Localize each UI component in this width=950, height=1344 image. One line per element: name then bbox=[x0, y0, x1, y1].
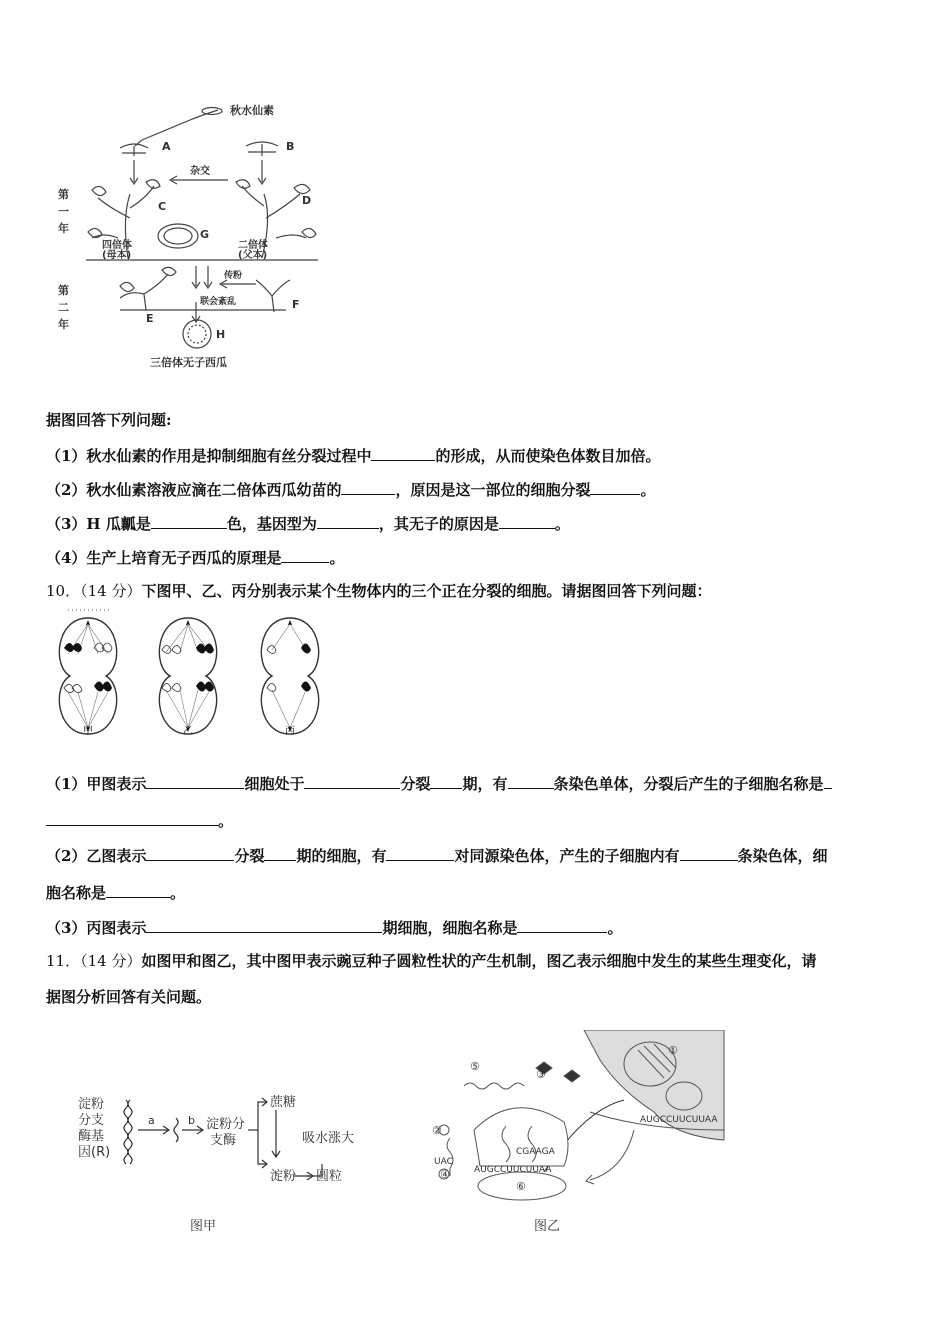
label-synapsis: 联会紊乱 bbox=[200, 297, 237, 307]
q9-p3-text-c: ，其无子的原因是 bbox=[378, 515, 499, 533]
chromosome-icon bbox=[94, 643, 112, 652]
label-g: G bbox=[200, 228, 210, 241]
q10-part2-cont bbox=[46, 882, 185, 903]
chromosome-icon bbox=[162, 646, 181, 654]
q10-p1-blank2[interactable] bbox=[304, 773, 400, 789]
q9-p2-text-c: 。 bbox=[640, 481, 656, 499]
label-starch: 淀粉 bbox=[270, 1169, 297, 1184]
q9-p3-blank1[interactable] bbox=[151, 513, 227, 529]
chromosome-icon bbox=[301, 643, 311, 653]
q10-p1-text-a: （1）甲图表示 bbox=[46, 775, 147, 793]
label-enzyme-2: 支酶 bbox=[210, 1133, 237, 1148]
gene-label-4: 因(R) bbox=[78, 1145, 111, 1160]
ribosome-large-icon bbox=[474, 1108, 568, 1166]
mrna-icon bbox=[174, 1118, 178, 1142]
label-c: C bbox=[158, 200, 167, 213]
q9-p4-text-a: （4）生产上培育无子西瓜的原理是 bbox=[46, 549, 282, 567]
chromosome-icon bbox=[94, 681, 112, 691]
label-sucrose: 蔗糖 bbox=[270, 1095, 297, 1110]
chromosome-icon bbox=[267, 684, 276, 692]
q11-score: （14 分） bbox=[80, 952, 142, 970]
label-colchicine: 秋水仙素 bbox=[230, 104, 274, 117]
label-b: B bbox=[286, 140, 295, 153]
label-year2: 第二年 bbox=[58, 284, 69, 331]
q9-p4-text-b: 。 bbox=[329, 549, 345, 567]
label-circled-6: ⑥ bbox=[516, 1180, 526, 1193]
figure-jia-caption: 图甲 bbox=[190, 1219, 217, 1234]
q10-number: 10． bbox=[46, 582, 81, 600]
q10-p2-text-g: 。 bbox=[170, 884, 186, 902]
label-e: E bbox=[146, 312, 154, 325]
label-round-seed: 圆粒 bbox=[316, 1169, 343, 1184]
q10-p3-blank2[interactable] bbox=[517, 917, 607, 933]
q11-text1: 如图甲和图乙，其中图甲表示豌豆种子圆粒性状的产生机制，图乙表示细胞中发生的某些生理变化，请 bbox=[141, 952, 817, 970]
q10-p1-blank5b[interactable] bbox=[46, 810, 218, 826]
q10-p1-blank5a[interactable] bbox=[824, 773, 832, 789]
q10-p2-text-c: 期的细胞，有 bbox=[296, 847, 387, 865]
gene-label-2: 分支 bbox=[78, 1113, 105, 1128]
q9-p3-text-a: （3）H 瓜瓤是 bbox=[46, 515, 151, 533]
q10-p2-text-f: 胞名称是 bbox=[46, 884, 107, 902]
q10-p1-text-c: 分裂 bbox=[400, 775, 431, 793]
cell-bing bbox=[261, 618, 318, 734]
q9-p3-blank3[interactable] bbox=[499, 513, 555, 529]
q10-p2-text-d: 对同源染色体，产生的子细胞内有 bbox=[454, 847, 680, 865]
gene-label-3: 酶基 bbox=[78, 1129, 105, 1144]
q9-p2-blank1[interactable] bbox=[341, 479, 395, 495]
q10-p1-text-f: 。 bbox=[218, 812, 234, 830]
q10-p2-text-a: （2）乙图表示 bbox=[46, 847, 147, 865]
chromosome-icon bbox=[267, 646, 276, 654]
q9-p2-blank2[interactable] bbox=[590, 479, 640, 495]
cell-label-jia: 甲 bbox=[83, 726, 93, 737]
q10-part3 bbox=[46, 917, 622, 938]
q9-p3-text-d: 。 bbox=[554, 515, 570, 533]
q10-p2-blank3[interactable] bbox=[386, 845, 454, 861]
cell-jia bbox=[59, 618, 116, 734]
figure-yi-caption: 图乙 bbox=[534, 1219, 561, 1234]
q10-part1-cont bbox=[46, 810, 233, 831]
label-diploid: 二倍体 bbox=[238, 240, 268, 251]
label-enzyme-1: 淀粉分 bbox=[206, 1117, 246, 1132]
q9-p1-text-b: 的形成，从而使染色体数目加倍。 bbox=[435, 447, 661, 465]
cell-yi bbox=[159, 618, 216, 734]
q9-part2 bbox=[46, 479, 655, 500]
label-circled-2: ② bbox=[432, 1124, 442, 1137]
q10-p3-blank1[interactable] bbox=[146, 917, 382, 933]
label-d: D bbox=[302, 194, 312, 207]
label-circled-4: ④ bbox=[440, 1168, 450, 1181]
q9-part3 bbox=[46, 513, 570, 534]
cell-label-yi: 乙 bbox=[183, 726, 193, 737]
label-mother: (母本) bbox=[102, 250, 132, 261]
label-circled-1: ① bbox=[668, 1044, 678, 1057]
cell-label-bing: 丙 bbox=[285, 726, 295, 737]
q10-p2-blank5[interactable] bbox=[106, 882, 170, 898]
label-triploid: 三倍体无子西瓜 bbox=[150, 356, 227, 369]
q10-p1-text-e: 条染色单体，分裂后产生的子细胞名称是 bbox=[553, 775, 824, 793]
label-absorb-water: 吸水涨大 bbox=[302, 1131, 355, 1146]
q10-p2-blank1[interactable] bbox=[146, 845, 234, 861]
label-pollinate: 传粉 bbox=[224, 271, 243, 281]
q9-p1-text-a: （1）秋水仙素的作用是抑制细胞有丝分裂过程中 bbox=[46, 447, 372, 465]
seedling-b-icon bbox=[246, 142, 278, 156]
mrna-seq-ribosome: AUGCCUUCUUAA bbox=[474, 1165, 552, 1175]
q9-p3-blank2[interactable] bbox=[317, 513, 379, 529]
q10-part1 bbox=[46, 773, 832, 794]
chromosome-icon bbox=[64, 684, 82, 692]
label-f: F bbox=[292, 298, 300, 311]
label-h: H bbox=[216, 328, 226, 341]
label-tetraploid: 四倍体 bbox=[102, 240, 132, 251]
label-circled-5: ⑤ bbox=[470, 1060, 480, 1073]
chromosome-icon bbox=[196, 643, 214, 653]
chromosome-icon bbox=[162, 684, 181, 692]
seedling-a-icon bbox=[120, 144, 148, 156]
q9-p2-text-b: ，原因是这一部位的细胞分裂 bbox=[395, 481, 591, 499]
q9-intro: 据图回答下列问题: bbox=[46, 411, 172, 429]
watermelon-breeding-figure bbox=[50, 98, 340, 378]
q10-p1-text-b: 细胞处于 bbox=[244, 775, 305, 793]
mrna-seq-nucleus: AUGCCUUCUUAA bbox=[640, 1115, 718, 1125]
q9-part4 bbox=[46, 547, 344, 568]
q10-text: 下图甲、乙、丙分别表示某个生物体内的三个正在分裂的细胞。请据图回答下列问题： bbox=[141, 582, 712, 600]
q10-p3-text-a: （3）丙图表示 bbox=[46, 919, 147, 937]
q10-p2-blank4[interactable] bbox=[680, 845, 738, 861]
q10-score: （14 分） bbox=[80, 582, 142, 600]
q9-p2-text-a: （2）秋水仙素溶液应滴在二倍体西瓜幼苗的 bbox=[46, 481, 342, 499]
q9-p1-blank[interactable] bbox=[371, 445, 435, 461]
chromosome-icon bbox=[64, 643, 82, 652]
peptide-chain-icon bbox=[464, 1083, 524, 1089]
q10-part2 bbox=[46, 845, 828, 866]
label-year1: 第一年 bbox=[58, 188, 69, 235]
q10-p2-text-e: 条染色体，细 bbox=[737, 847, 828, 865]
q10-stem bbox=[46, 581, 711, 601]
q11-number: 11． bbox=[46, 952, 81, 970]
label-circled-3: ③ bbox=[536, 1068, 546, 1081]
q10-p2-blank2[interactable] bbox=[264, 845, 296, 861]
fruit-h-icon bbox=[183, 320, 211, 348]
q10-p1-blank3[interactable] bbox=[430, 773, 462, 789]
q10-p3-text-b: 期细胞，细胞名称是 bbox=[382, 919, 518, 937]
label-a: A bbox=[162, 140, 171, 153]
label-father: (父本) bbox=[238, 250, 268, 261]
figure-jia bbox=[70, 1090, 400, 1240]
q10-p1-blank4[interactable] bbox=[508, 773, 554, 789]
plant-f-icon bbox=[256, 280, 290, 312]
label-step-a: a bbox=[148, 1114, 155, 1127]
q9-p3-text-b: 色，基因型为 bbox=[226, 515, 317, 533]
q11-stem bbox=[46, 951, 816, 971]
q9-p4-blank[interactable] bbox=[281, 547, 329, 563]
q10-p3-text-c: 。 bbox=[607, 919, 623, 937]
anticodon-seq: UAC bbox=[434, 1157, 453, 1167]
q10-p2-text-b: 分裂 bbox=[234, 847, 265, 865]
trna-seq: CGAAGA bbox=[516, 1147, 555, 1157]
q11-stem-cont: 据图分析回答有关问题。 bbox=[46, 988, 212, 1006]
gene-helix-icon bbox=[124, 1100, 128, 1164]
q10-p1-blank1[interactable] bbox=[146, 773, 244, 789]
gene-label-1: 淀粉 bbox=[78, 1097, 105, 1112]
label-step-b: b bbox=[188, 1114, 195, 1127]
q10-p1-text-d: 期，有 bbox=[462, 775, 508, 793]
q9-part1 bbox=[46, 445, 660, 466]
chromosome-icon bbox=[301, 681, 311, 691]
label-cross: 杂交 bbox=[190, 166, 210, 177]
figure-yi bbox=[424, 1030, 744, 1240]
chromosome-icon bbox=[196, 681, 214, 691]
